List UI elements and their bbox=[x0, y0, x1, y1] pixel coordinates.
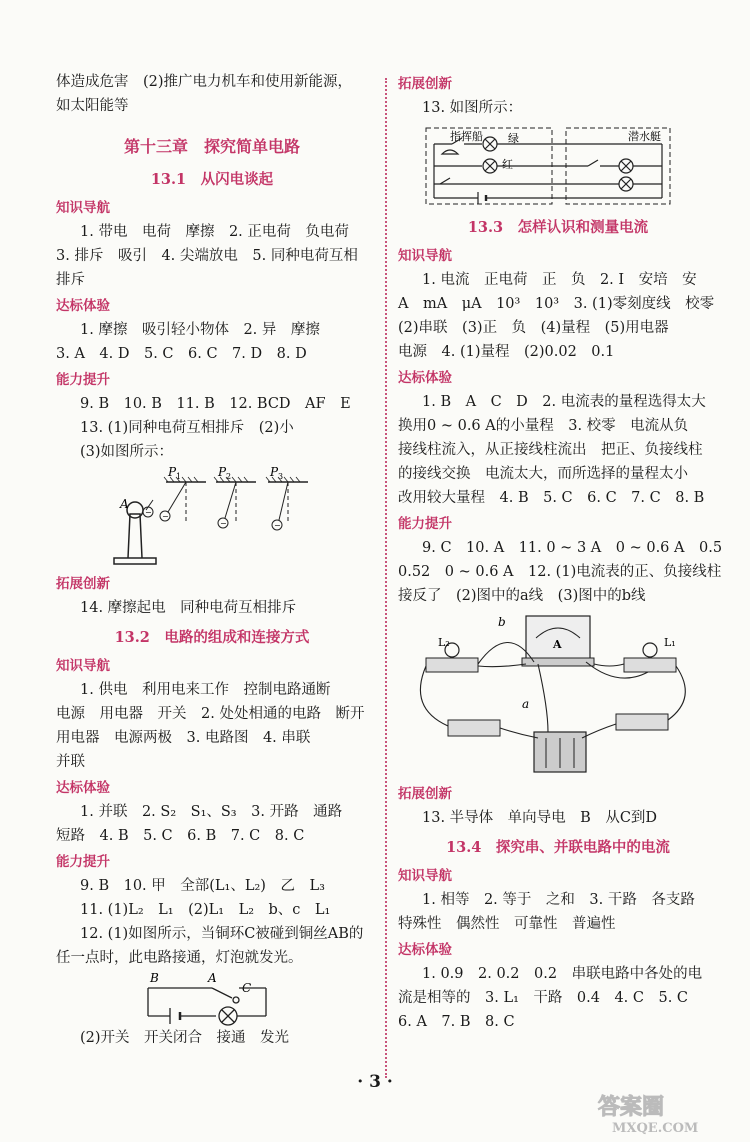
section-heading: 知识导航 bbox=[56, 658, 110, 674]
label-b: b bbox=[498, 615, 506, 629]
text-line: 1. 相等 2. 等于 之和 3. 干路 各支路 bbox=[422, 892, 695, 908]
text-line: 并联 bbox=[56, 754, 85, 770]
text-line: (2)串联 (3)正 负 (4)量程 (5)用电器 bbox=[398, 320, 669, 336]
label-c: C bbox=[242, 981, 252, 995]
text-line: 14. 摩擦起电 同种电荷互相排斥 bbox=[80, 600, 297, 616]
ship-submarine-circuit-figure bbox=[398, 120, 718, 210]
label-p2: P bbox=[218, 465, 227, 479]
text-line: 13. (1)同种电荷互相排斥 (2)小 bbox=[80, 420, 294, 436]
text-line: 1. 带电 电荷 摩擦 2. 正电荷 负电荷 bbox=[80, 224, 349, 240]
section-heading: 能力提升 bbox=[56, 854, 110, 870]
text-line: 9. B 10. 甲 全部(L₁、L₂) 乙 L₃ bbox=[80, 878, 325, 894]
label-p1: P bbox=[168, 465, 177, 479]
text-line: 特殊性 偶然性 可靠性 普遍性 bbox=[398, 916, 616, 932]
text-line: 9. C 10. A 11. 0 ~ 3 A 0 ~ 0.6 A 0.5 bbox=[422, 540, 723, 556]
label-green: 绿 bbox=[508, 132, 519, 145]
label-l2: L₂ bbox=[438, 636, 450, 649]
label-p2-sub: 2 bbox=[226, 472, 232, 481]
circuit-diagram bbox=[56, 970, 368, 1026]
text-line: 0.52 0 ~ 0.6 A 12. (1)电流表的正、负接线柱 bbox=[398, 564, 722, 580]
left-column bbox=[56, 70, 368, 1050]
label-p3-sub: 3 bbox=[278, 472, 284, 481]
section-title: 13.1 从闪电谈起 bbox=[150, 171, 274, 188]
section-heading: 能力提升 bbox=[398, 516, 452, 532]
text-line: 改用较大量程 4. B 5. C 6. C 7. C 8. B bbox=[398, 490, 705, 506]
text-line: 1. 摩擦 吸引轻小物体 2. 异 摩擦 bbox=[80, 322, 320, 338]
text-line: A mA μA 10³ 10³ 3. (1)零刻度线 校零 bbox=[398, 296, 715, 312]
section-heading: 达标体验 bbox=[56, 298, 110, 314]
watermark-text: 答案圈 bbox=[598, 1094, 665, 1120]
ammeter-wiring-figure bbox=[398, 608, 718, 780]
section-heading: 知识导航 bbox=[398, 868, 452, 884]
ammeter-wiring-diagram bbox=[398, 608, 718, 780]
ship-submarine-diagram bbox=[398, 120, 718, 210]
text-line: (3)如图所示： bbox=[80, 444, 174, 460]
text-line: 11. (1)L₂ L₁ (2)L₁ L₂ b、c L₁ bbox=[80, 902, 331, 918]
watermark-url: MXQE.COM bbox=[612, 1121, 699, 1136]
text-line: 换用0 ~ 0.6 A的小量程 3. 校零 电流从负 bbox=[398, 418, 689, 434]
label-l1: L₁ bbox=[664, 636, 676, 649]
text-line: 13. 半导体 单向导电 B 从C到D bbox=[422, 810, 658, 826]
label-ship: 指挥船 bbox=[450, 130, 483, 143]
text-line: 13. 如图所示： bbox=[422, 100, 523, 116]
text-line: 1. 并联 2. S₂ S₁、S₃ 3. 开路 通路 bbox=[80, 804, 343, 820]
svg-text:−: − bbox=[145, 508, 152, 517]
text-line: 电源 4. (1)量程 (2)0.02 0.1 bbox=[398, 344, 615, 360]
label-a: a bbox=[522, 697, 530, 711]
chapter-title: 第十三章 探究简单电路 bbox=[123, 137, 300, 156]
text-line: 用电器 电源两极 3. 电路图 4. 串联 bbox=[56, 730, 311, 746]
svg-text:−: − bbox=[162, 512, 169, 521]
column-divider bbox=[385, 78, 387, 1078]
section-title: 13.3 怎样认识和测量电流 bbox=[467, 219, 649, 236]
text-line: 如太阳能等 bbox=[56, 98, 129, 114]
circuit-figure bbox=[56, 970, 368, 1026]
section-title: 13.2 电路的组成和连接方式 bbox=[114, 629, 310, 646]
text-line: 3. A 4. D 5. C 6. C 7. D 8. D bbox=[56, 346, 307, 362]
text-line: 的接线交换 电流太大，而所选择的量程太小 bbox=[398, 466, 688, 482]
label-p3: P bbox=[270, 465, 279, 479]
section-heading: 知识导航 bbox=[56, 200, 110, 216]
section-heading: 达标体验 bbox=[56, 780, 110, 796]
label-red: 红 bbox=[502, 158, 513, 171]
section-heading: 知识导航 bbox=[398, 248, 452, 264]
label-a: A bbox=[208, 971, 217, 985]
section-heading: 达标体验 bbox=[398, 942, 452, 958]
electroscope-diagram bbox=[56, 464, 368, 570]
bell-icon bbox=[442, 150, 458, 154]
section-heading: 拓展创新 bbox=[56, 576, 110, 592]
text-line: 接线柱流入，从正接线柱流出 把正、负接线柱 bbox=[398, 442, 703, 458]
page-number: · 3 · bbox=[357, 1072, 393, 1092]
watermark-logo bbox=[588, 1090, 738, 1136]
text-line: 短路 4. B 5. C 6. B 7. C 8. C bbox=[56, 828, 305, 844]
text-line: 电源 用电器 开关 2. 处处相通的电路 断开 bbox=[56, 706, 365, 722]
section-heading: 拓展创新 bbox=[398, 76, 452, 92]
text-line: 1. 电流 正电荷 正 负 2. I 安培 安 bbox=[422, 272, 697, 288]
text-line: 9. B 10. B 11. B 12. BCD AF E bbox=[80, 396, 351, 412]
meter-label: A bbox=[553, 638, 562, 651]
section-heading: 能力提升 bbox=[56, 372, 110, 388]
svg-text:−: − bbox=[274, 521, 281, 530]
text-line: 体造成危害 (2)推广电力机车和使用新能源， bbox=[56, 74, 353, 90]
svg-text:−: − bbox=[220, 519, 227, 528]
section-heading: 拓展创新 bbox=[398, 786, 452, 802]
text-line: 6. A 7. B 8. C bbox=[398, 1014, 515, 1030]
text-line: 1. 0.9 2. 0.2 0.2 串联电路中各处的电 bbox=[422, 966, 703, 982]
text-line: 流是相等的 3. L₁ 干路 0.4 4. C 5. C bbox=[398, 990, 689, 1006]
text-line: 3. 排斥 吸引 4. 尖端放电 5. 同种电荷互相 bbox=[56, 248, 358, 264]
text-line: 排斥 bbox=[56, 272, 85, 288]
label-submarine: 潜水艇 bbox=[628, 130, 661, 143]
text-line: 接反了 (2)图中的a线 (3)图中的b线 bbox=[398, 588, 646, 604]
text-line: 1. 供电 利用电来工作 控制电路通断 bbox=[80, 682, 331, 698]
text-line: 12. (1)如图所示，当铜环C被碰到铜丝AB的 bbox=[80, 926, 364, 942]
text-line: (2)开关 开关闭合 接通 发光 bbox=[80, 1030, 290, 1046]
right-column bbox=[398, 70, 723, 1034]
text-line: 任一点时，此电路接通，灯泡就发光。 bbox=[56, 950, 303, 966]
label-a: A bbox=[120, 497, 129, 511]
text-line: 1. B A C D 2. 电流表的量程选得太大 bbox=[422, 394, 706, 410]
label-b: B bbox=[150, 971, 159, 985]
electroscope-figure bbox=[56, 464, 368, 570]
section-heading: 达标体验 bbox=[398, 370, 452, 386]
section-title: 13.4 探究串、并联电路中的电流 bbox=[446, 839, 670, 856]
label-p1-sub: 1 bbox=[176, 472, 182, 481]
